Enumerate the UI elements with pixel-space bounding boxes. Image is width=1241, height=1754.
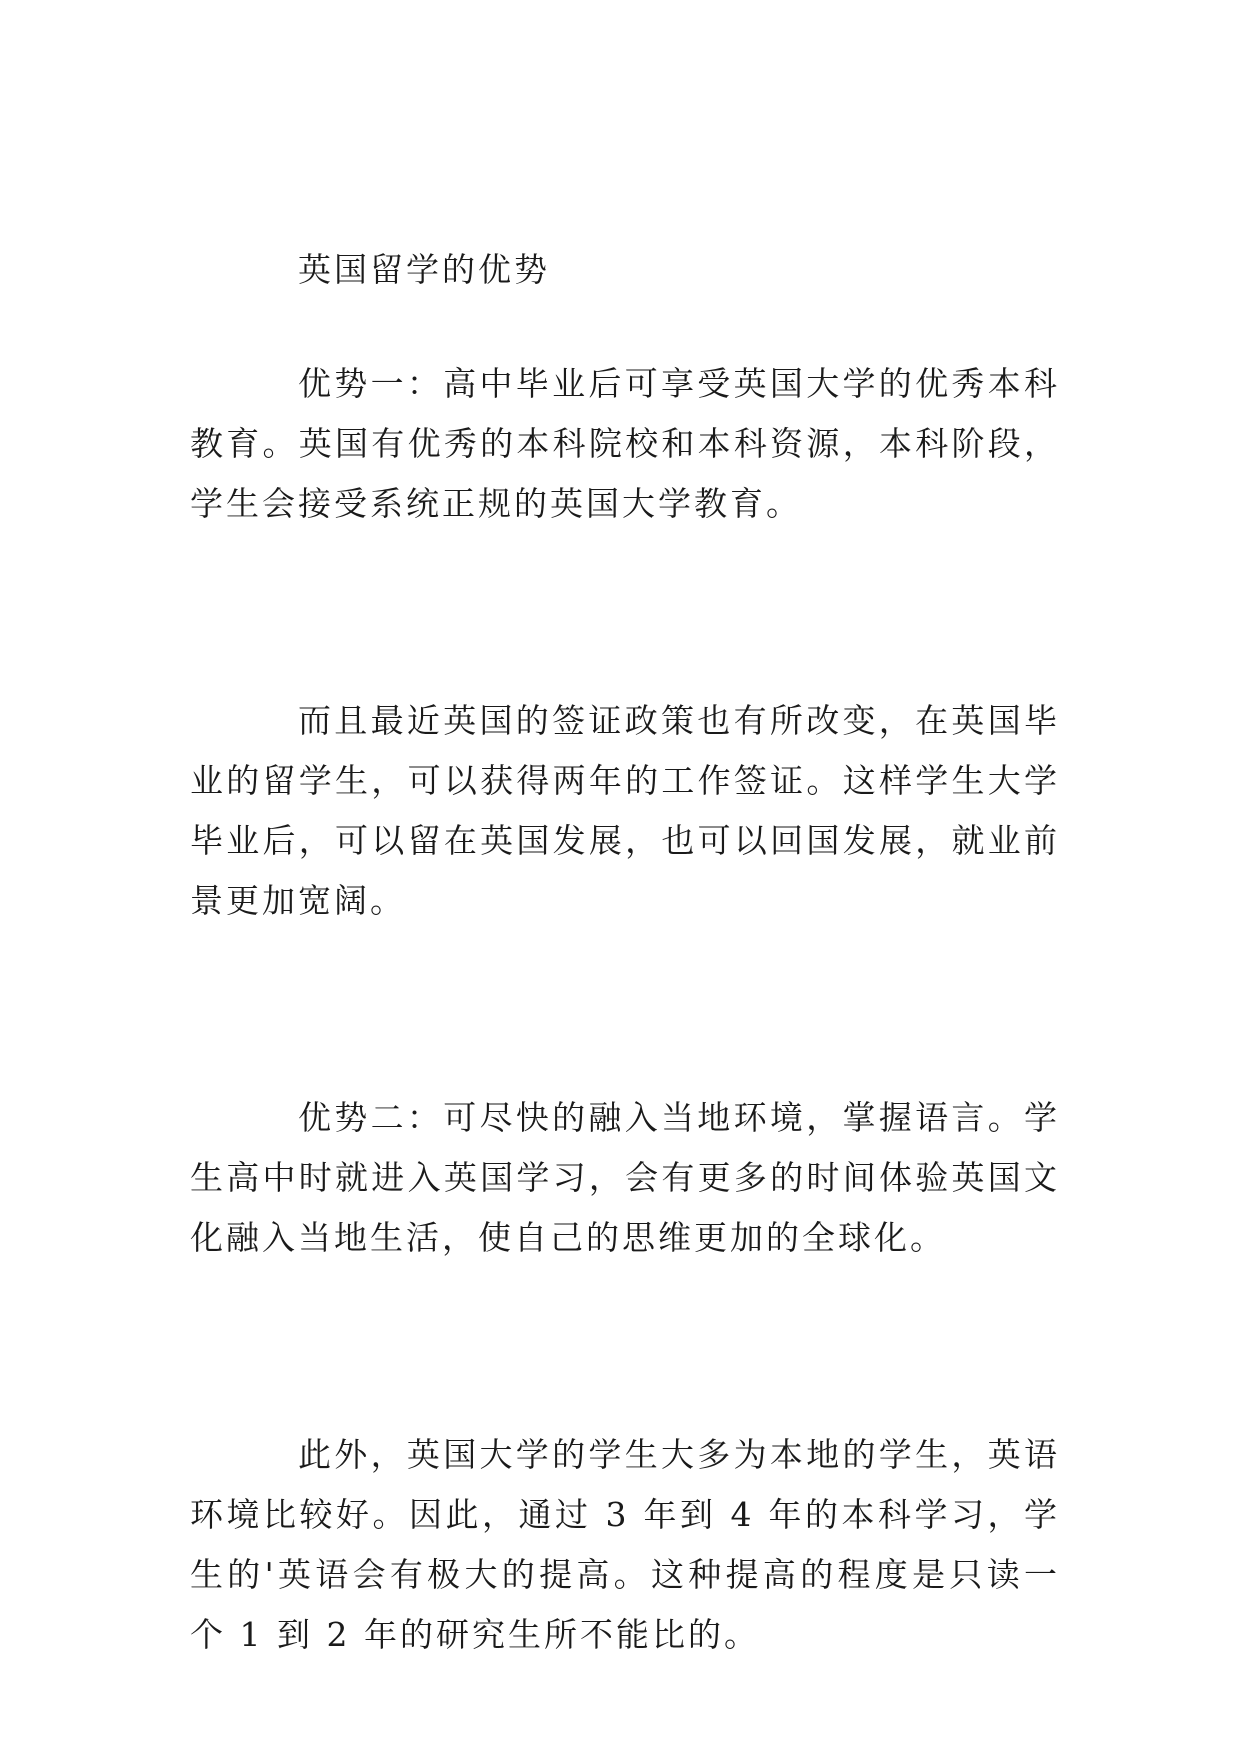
paragraph-english-environment: 此外，英国大学的学生大多为本地的学生，英语环境比较好。因此，通过 3 年到 4 年的本科学习，学生的'英语会有极大的提高。这种提高的程度是只读一个 1 到 2 年的研究生所不能比的。: [190, 1435, 1060, 1654]
paragraph-advantage-two: 优势二：可尽快的融入当地环境，掌握语言。学生高中时就进入英国学习，会有更多的时间体验英国文化融入当地生活，使自己的思维更加的全球化。: [190, 1098, 1060, 1257]
document-title: 英国留学的优势: [298, 250, 550, 289]
paragraph-visa-policy: 而且最近英国的签证政策也有所改变，在英国毕业的留学生，可以获得两年的工作签证。这样学生大学毕业后，可以留在英国发展，也可以回国发展，就业前景更加宽阔。: [190, 701, 1060, 920]
spacer: [190, 534, 1060, 691]
spacer: [190, 300, 1060, 354]
document-body: [190, 240, 1060, 1665]
spacer: [190, 1268, 1060, 1425]
paragraph-advantage-one: 优势一：高中毕业后可享受英国大学的优秀本科教育。英国有优秀的本科院校和本科资源，本科阶段，学生会接受系统正规的英国大学教育。: [190, 364, 1060, 523]
spacer: [190, 931, 1060, 1088]
